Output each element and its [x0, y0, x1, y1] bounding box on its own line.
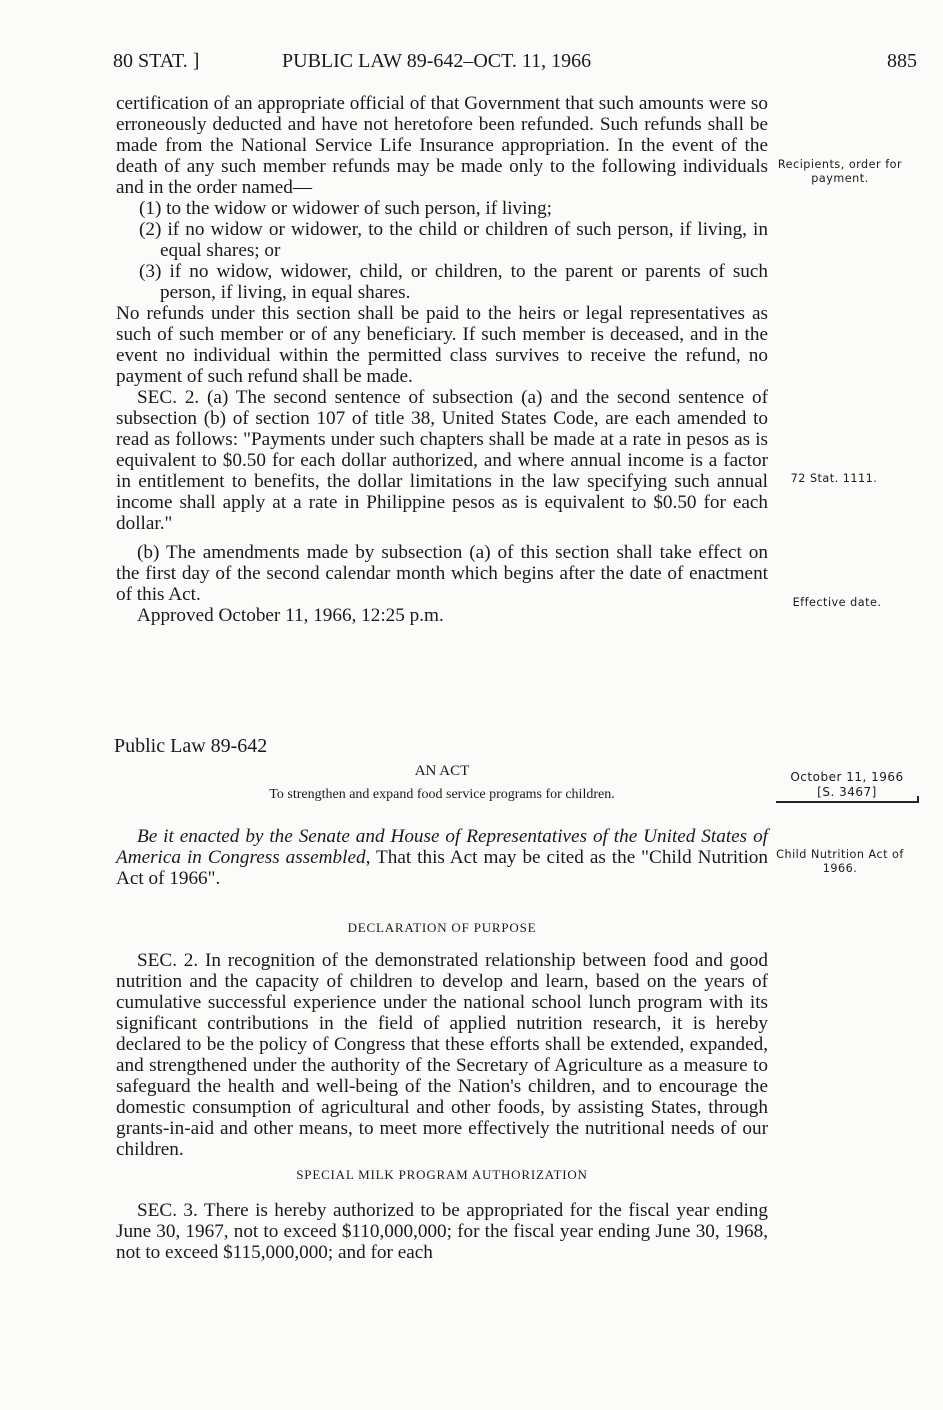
heading-special-milk: SPECIAL MILK PROGRAM AUTHORIZATION — [296, 1167, 588, 1182]
margin-note-child-nutrition-act: Child Nutrition Act of 1966. — [776, 848, 904, 875]
body-top — [116, 93, 768, 626]
margin-rule-tick — [917, 796, 919, 803]
approved-line: Approved October 11, 1966, 12:25 p.m. — [137, 605, 444, 626]
header-statute-ref: 80 STAT. ] — [113, 50, 200, 72]
margin-note-effective-date: Effective date. — [792, 596, 882, 609]
list-item-child: (2) if no widow or widower, to the child or children of such person, if living, in equal shares; or — [139, 219, 768, 261]
list-item-widow: (1) to the widow or widower of such person, if living; — [139, 198, 552, 219]
body-bottom — [116, 826, 768, 1263]
section-3: SEC. 3. There is hereby authorized to be appropriated for the fiscal year ending June 30, 1967, not to exceed $110,000,000; for the fiscal year ending June 30, 1968, not to exceed $115,000,000; and for each — [116, 1200, 768, 1263]
enacting-formula: Be it enacted by the Senate and House of Representatives of the United States of America in Congress assembled, — [116, 826, 768, 868]
list-item-parent: (3) if no widow, widower, child, or children, to the parent or parents of such person, if living, in equal shares. — [139, 261, 768, 303]
short-title-clause: That this Act may be cited as the "Child Nutrition Act of 1966". — [116, 847, 768, 889]
an-act-label: AN ACT — [414, 763, 470, 779]
paragraph-certification: certification of an appropriate official of that Government that such amounts were so erroneously deducted and have not heretofore been refunded. Such refunds shall be made from the National Service Life Insurance appropriation. In the event of the death of any such member refunds may be made only to the following individuals and in the order named— — [116, 93, 768, 198]
margin-note-date: October 11, 1966 — [790, 770, 904, 784]
margin-note-recipients: Recipients, order for payment. — [777, 158, 903, 185]
section-2b: (b) The amendments made by subsection (a) of this section shall take effect on the first day of the second calendar month which begins after the date of enactment of this Act. — [116, 542, 768, 605]
header-title: PUBLIC LAW 89-642–OCT. 11, 1966 — [282, 50, 592, 72]
margin-rule — [776, 801, 918, 803]
act-title: To strengthen and expand food service programs for children. — [269, 787, 615, 802]
section-2a: SEC. 2. (a) The second sentence of subsection (a) and the second sentence of subsection (b) of section 107 of title 38, United States Code, are each amended to read as follows: "Payments under such chapters shall be made at a rate in pesos as is equivalent to $0.50 for each dollar authorized, and where annual income is a factor in entitlement to benefits, the dollar limitations in the law specifying such annual income shall apply at a rate in Philippine pesos as is equivalent to $0.50 for each dollar." — [116, 387, 768, 534]
page-number: 885 — [887, 50, 917, 72]
paragraph-no-refunds: No refunds under this section shall be paid to the heirs or legal representatives as such of such member or of any beneficiary. If such member is deceased, and in the event no individual within the permitted class survives to receive the refund, no payment of such refund shall be made. — [116, 303, 768, 387]
section-2-purpose: SEC. 2. In recognition of the demonstrated relationship between food and good nutrition and the capacity of children to develop and learn, based on the years of cumulative successful experience under the national school lunch program with its significant contributions in the field of applied nutrition research, it is hereby declared to be the policy of Congress that these efforts shall be extended, expanded, and strengthened under the authority of the Secretary of Agriculture as a measure to safeguard the health and well-being of the Nation's children, and to encourage the domestic consumption of agricultural and other foods, by assisting States, through grants-in-aid and other means, to meet more effectively the nutritional needs of our children. — [116, 950, 768, 1160]
margin-note-bill-number: [S. 3467] — [817, 785, 877, 799]
enacting-clause — [116, 826, 768, 889]
heading-declaration-of-purpose: DECLARATION OF PURPOSE — [347, 920, 537, 935]
margin-note-stat: 72 Stat. 1111. — [790, 472, 878, 485]
public-law-number: Public Law 89-642 — [114, 735, 268, 757]
